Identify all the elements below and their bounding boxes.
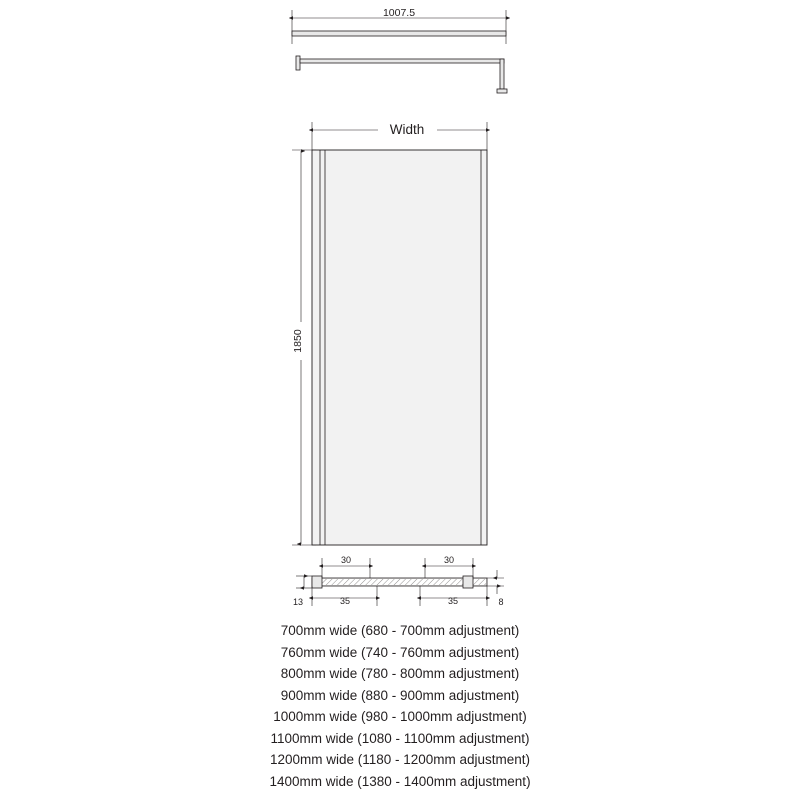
list-item: 1100mm wide (1080 - 1100mm adjustment): [270, 730, 530, 746]
profile-left-inner-label: 30: [340, 555, 352, 565]
profile-left-outer-label: 35: [339, 596, 351, 606]
support-bar-straight: [292, 31, 506, 36]
profile-left-height-label: 13: [292, 597, 304, 607]
list-item: 800mm wide (780 - 800mm adjustment): [280, 666, 520, 681]
size-options-list: [0, 620, 800, 792]
glass-panel-elevation: [312, 150, 487, 545]
list-item: 760mm wide (740 - 760mm adjustment): [280, 644, 520, 660]
panel-height-label: 1850: [292, 329, 304, 353]
top-bar-dimension-label: 1007.5: [382, 7, 416, 19]
bottom-profile-section: [296, 558, 504, 606]
list-item: 700mm wide (680 - 700mm adjustment): [280, 623, 520, 638]
list-item: 1000mm wide (980 - 1000mm adjustment): [273, 709, 527, 724]
profile-right-outer-label: 35: [447, 596, 459, 606]
list-item: 1200mm wide (1180 - 1200mm adjustment): [269, 752, 531, 767]
list-item: 900mm wide (880 - 900mm adjustment): [280, 687, 520, 703]
list-item: 1400mm wide (1380 - 1400mm adjustment): [269, 773, 531, 789]
profile-right-height-label: 8: [498, 597, 504, 607]
support-bar-bracket: [296, 56, 507, 93]
panel-width-label: Width: [389, 122, 425, 137]
profile-right-inner-label: 30: [443, 555, 455, 565]
